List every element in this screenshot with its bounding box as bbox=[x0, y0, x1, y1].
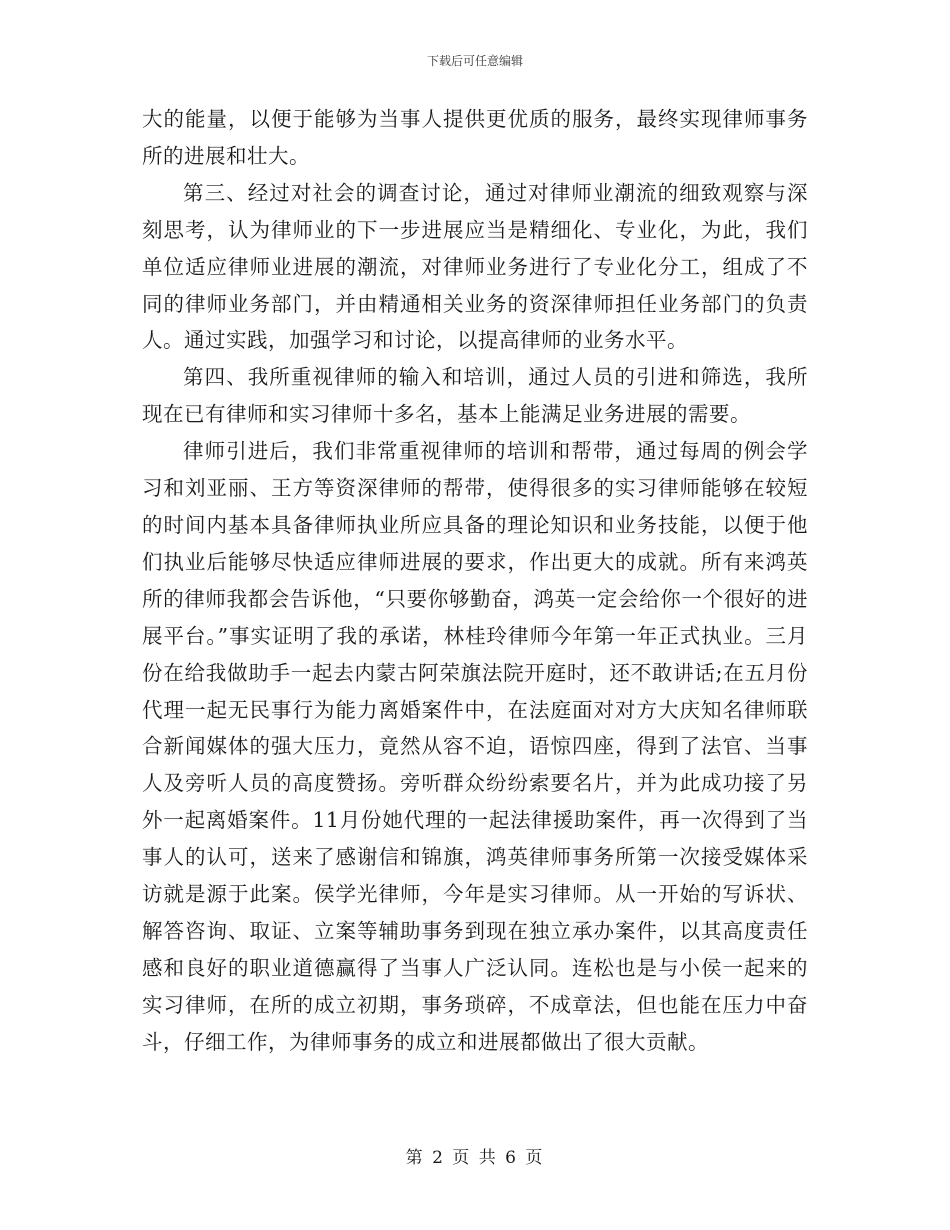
page-header-note: 下载后可任意编辑 bbox=[426, 54, 523, 68]
paragraph-3: 第四、我所重视律师的输入和培训，通过人员的引进和筛选，我所现在已有律师和实习律师十多名，基本上能满足业务进展的需要。 bbox=[142, 365, 808, 427]
paragraph-4: 律师引进后，我们非常重视律师的培训和帮带，通过每周的例会学习和刘亚丽、王方等资深律师的帮带，使得很多的实习律师能够在较短的时间内基本具备律师执业所应具备的理论知识和业务技能，以便于他们执业后能够尽快适应律师进展的要求，作出更大的成就。所有来鸿英所的律师我都会告诉他，“只要你够勤奋，鸿英一定会给你一个很好的进展平台。”事实证明了我的承诺，林桂玲律师今年第一年正式执业。三月份在给我做助手一起去内蒙古阿荣旗法院开庭时，还不敢讲话;在五月份代理一起无民事行为能力离婚案件中，在法庭面对对方大庆知名律师联合新闻媒体的强大压力，竟然从容不迫，语惊四座，得到了法官、当事人及旁听人员的高度赞扬。旁听群众纷纷索要名片，并为此成功接了另外一起离婚案件。11月份她代理的一起法律援助案件，再一次得到了当事人的认可，送来了感谢信和锦旗，鸿英律师事务所第一次接受媒体采访就是源于此案。侯学光律师，今年是实习律师。从一开始的写诉状、解答咨询、取证、立案等辅助事务到现在独立承办案件，以其高度责任感和良好的职业道德赢得了当事人广泛认同。连松也是与小侯一起来的实习律师，在所的成立初期，事务琐碎，不成章法，但也能在压力中奋斗，仔细工作，为律师事务的成立和进展都做出了很大贡献。 bbox=[142, 439, 808, 1054]
paragraph-2: 第三、经过对社会的调查讨论，通过对律师业潮流的细致观察与深刻思考，认为律师业的下一步进展应当是精细化、专业化，为此，我们单位适应律师业进展的潮流，对律师业务进行了专业化分工，组成了不同的律师业务部门，并由精通相关业务的资深律师担任业务部门的负责人。通过实践，加强学习和讨论，以提高律师的业务水平。 bbox=[142, 180, 808, 353]
page-number-footer: 第 2 页 共 6 页 bbox=[405, 1148, 545, 1168]
paragraph-1: 大的能量，以便于能够为当事人提供更优质的服务，最终实现律师事务所的进展和壮大。 bbox=[142, 107, 808, 168]
document-body bbox=[142, 101, 808, 1061]
